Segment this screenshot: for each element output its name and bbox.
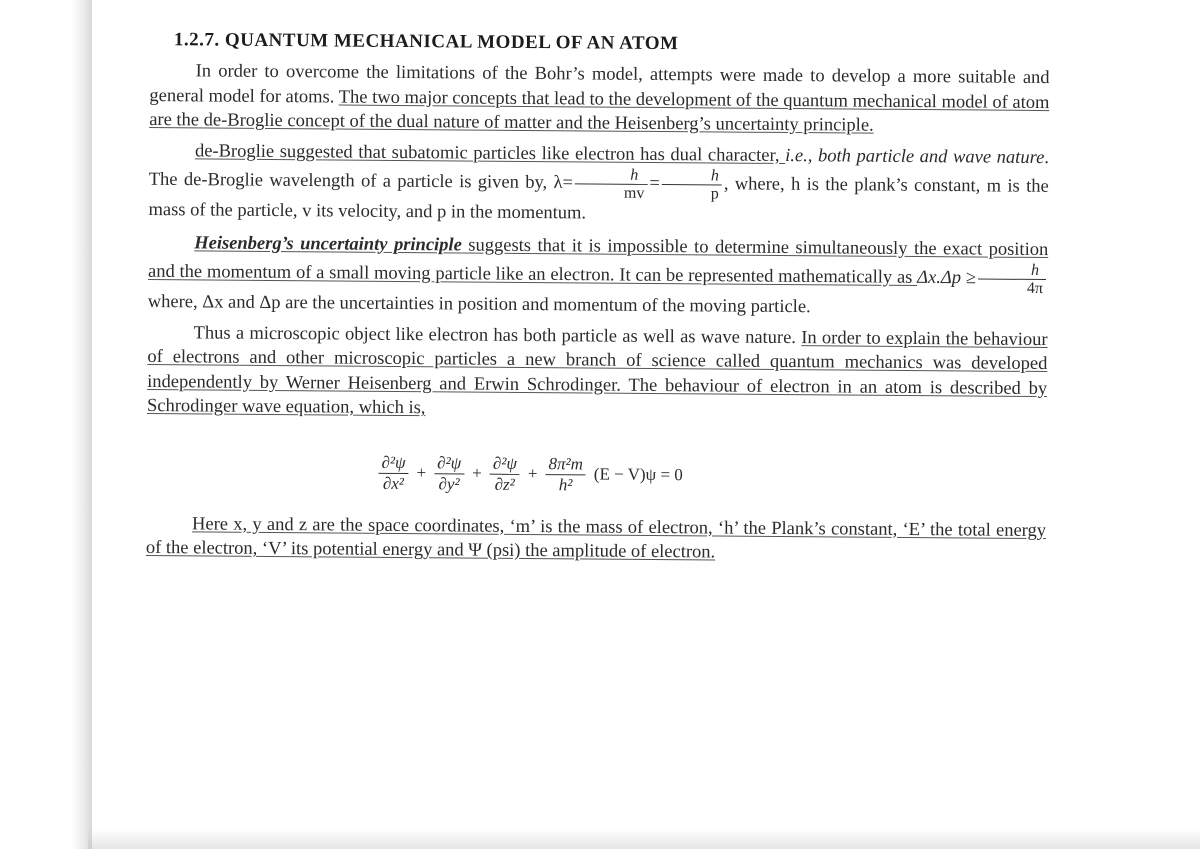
uncertainty-fraction <box>978 262 1046 298</box>
eq-term-energy <box>545 454 586 495</box>
wavelength-fraction-1 <box>575 166 648 202</box>
fraction-2-numerator: h <box>662 167 722 185</box>
schrodinger-text-b: In order to explain the behaviour of electrons and other microscopic particles a new branch of science called quantum mechanics was developed independently by Werner Heisenberg and Erwin Schrodinger. The behaviour of electron in an atom is described by Schrodinger wave equation, which is, <box>146 327 1048 419</box>
paragraph-variables <box>146 511 1046 567</box>
heisenberg-text-b: where, Δx and Δp are the uncertainties in position and momentum of the moving particle. <box>147 291 811 318</box>
eq-term-z-denominator: ∂z² <box>494 474 515 494</box>
paragraph-heisenberg <box>148 230 1049 321</box>
eq-term-z <box>490 453 520 494</box>
fraction-1-numerator: h <box>575 166 648 185</box>
section-heading: 1.2.7. QUANTUM MECHANICAL MODEL OF AN ATOM <box>173 29 679 55</box>
equals-sign: = <box>649 173 660 194</box>
document-page <box>146 24 1050 568</box>
fraction-2-denominator: p <box>710 185 719 203</box>
variables-text: Here x, y and z are the space coordinates, ‘m’ is the mass of electron, ‘h’ the Plank’s constant, ‘E’ the total energy of the electron, ‘V’ its potential energy and Ψ (psi) the amplitude of electron. <box>145 513 1047 563</box>
eq-term-energy-numerator: 8π²m <box>545 454 586 475</box>
intro-text-b: The two major concepts that lead to the development of the quantum mechanical model of atom are the de-Broglie concept of the dual nature of matter and the Heisenberg’s uncertainty principle. <box>149 86 1050 136</box>
eq-tail: (E − V)ψ = 0 <box>593 464 683 485</box>
eq-term-x <box>378 452 408 493</box>
intro-text-a: In order to overcome the limitations of the Bohr’s model, attempts were made to develop a more suitable and general model for atoms. <box>149 61 1050 107</box>
eq-term-z-numerator: ∂²ψ <box>490 453 520 474</box>
paragraph-intro <box>149 59 1050 140</box>
paragraph-schrodinger <box>147 320 1048 425</box>
schrodinger-text-a: Thus a microscopic object like electron has both particle as well as wave nature. <box>193 322 802 348</box>
uncertainty-denominator: 4π <box>1026 279 1044 298</box>
schrodinger-equation <box>376 452 1046 498</box>
eq-term-energy-denominator: h² <box>558 474 573 494</box>
de-broglie-ie: i.e., both particle and wave nature <box>785 145 1045 168</box>
fraction-1-denominator: mv <box>623 184 645 202</box>
eq-term-x-numerator: ∂²ψ <box>378 452 408 473</box>
scan-edge <box>0 0 92 849</box>
de-broglie-text-b: . The de-Broglie wavelength of a particle is given by, λ= <box>148 147 1050 194</box>
heisenberg-term: Heisenberg’s uncertainty principle <box>194 232 462 255</box>
scan-shadow <box>88 829 1200 849</box>
eq-term-x-denominator: ∂x² <box>382 473 405 493</box>
eq-term-y-numerator: ∂²ψ <box>434 453 464 474</box>
uncertainty-expression: Δx.Δp ≥ <box>917 267 977 289</box>
heisenberg-text-a: suggests that it is impossible to determine simultaneously the exact position and the momentum of a small moving particle like an electron. It can be represented mathematically as <box>147 234 1049 288</box>
wavelength-fraction-2 <box>662 167 722 202</box>
uncertainty-numerator: h <box>978 262 1046 281</box>
eq-plus-1: + <box>416 463 427 483</box>
eq-plus-3: + <box>527 463 538 484</box>
eq-term-y-denominator: ∂y² <box>438 473 460 493</box>
de-broglie-text-a: de-Broglie suggested that subatomic particles like electron has dual character, <box>194 140 786 166</box>
eq-plus-2: + <box>472 463 482 483</box>
de-broglie-text-c: , where, h is the plank’s constant, m is the mass of the particle, v its velocity, and p in the momentum. <box>148 174 1049 224</box>
paragraph-de-broglie <box>148 138 1049 229</box>
eq-term-y <box>434 453 464 494</box>
